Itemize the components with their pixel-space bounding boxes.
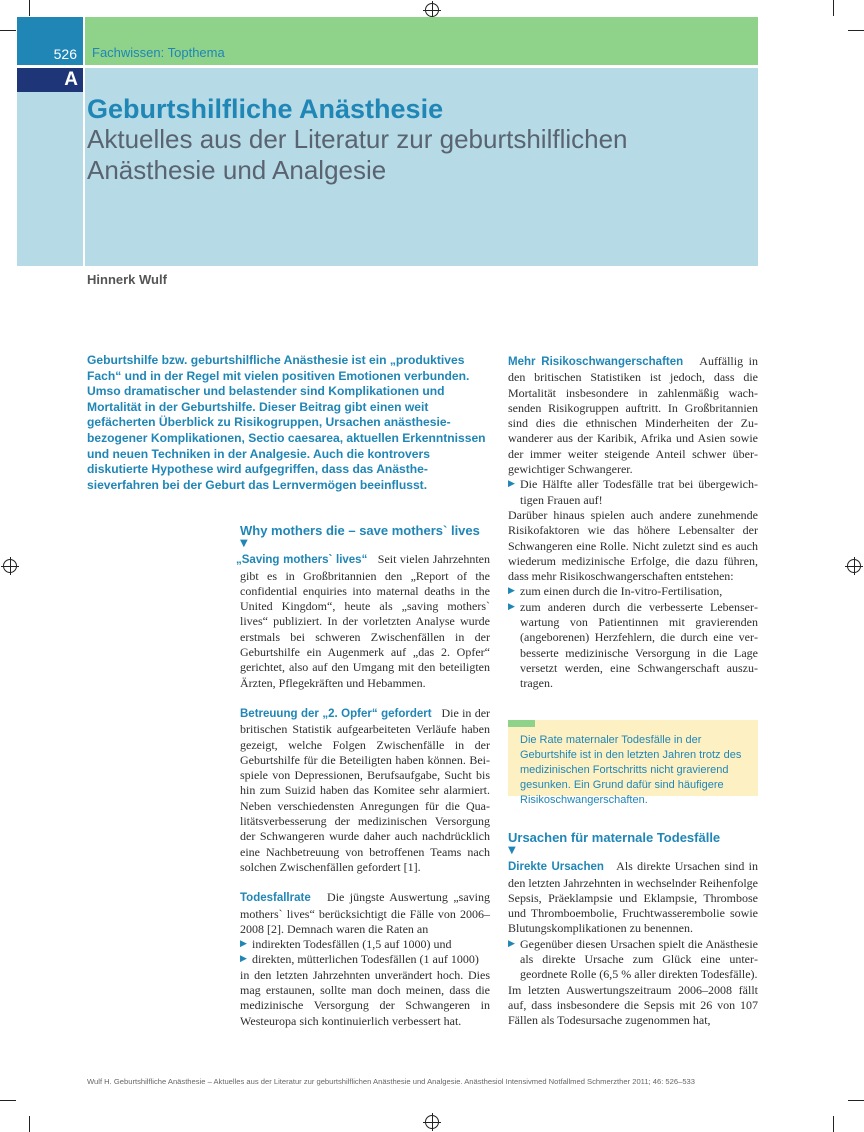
crop-mark: [0, 1100, 16, 1101]
column-right-lower: [508, 830, 758, 1029]
paragraph: [240, 890, 490, 937]
crop-mark: [29, 1116, 30, 1132]
crop-mark: [833, 0, 834, 16]
author: Hinnerk Wulf: [87, 272, 167, 287]
bullet-arrow-icon: ▶: [240, 939, 247, 950]
paragraph-keyword: Direkte Ursachen: [508, 861, 604, 874]
bullet-item: [240, 937, 490, 952]
bullet-arrow-icon: ▶: [240, 954, 247, 965]
registration-mark-icon: [847, 559, 861, 573]
paragraph-text: Seit vielen Jahrzehnten gibt es in Großbritannien den „Report of the confidential enquiries into maternal deaths in the United Kingdom“, heute als „saving mothers` lives“ publiziert. In der vorletzten Analyse wurde erstmals bei schweren Zwischenfällen in der Geburtshilfe ein Augenmerk auf „das 2. Opfer“ gerichtet, also auf den Umgang mit den beteiligten Ärzten, Pflegekräften und Hebammen.: [240, 552, 491, 690]
citation-footer: Wulf H. Geburtshilfliche Anästhesie – Aktuelles aus der Literatur zur geburtshilflichen Anästhesie und Analgesie. Anästhesiol Intensivmed Notfallmed Schmerzther 2011; 46: 526–533: [87, 1077, 695, 1086]
registration-mark-icon: [425, 1115, 439, 1129]
bullet-text: indirekten Todesfällen (1,5 auf 1000) und: [252, 937, 452, 952]
paragraph-text: Auffällig in den britischen Statistiken ist jedoch, dass die Mortalität insbesondere in zahlenmäßig wachsenden Risikogruppen auftritt. In Großbritannien sind dies die ethnischen Minderheiten der Zuwanderer aus der Karibik, Afrika und Asien sowie der immer weiter steigende Anteil schwer übergewichtiger Schwangerer.: [508, 354, 758, 477]
crop-mark: [0, 30, 16, 31]
bullet-item: [508, 584, 758, 599]
page-subtitle: Aktuelles aus der Literatur zur geburtshilflichen Anästhesie und Analgesie: [87, 124, 628, 185]
bullet-text: zum anderen durch die verbesserte Lebenserwartung von Patientinnen mit gravierenden (angeborenen) Herzfehlern, die durch eine verbesserte medizinische Versorgung in die Lage versetzt werden, eine Schwangerschaft auszutragen.: [520, 599, 758, 691]
bullet-arrow-icon: ▶: [508, 938, 515, 949]
paragraph-keyword: Mehr Risikoschwangerschaften: [508, 356, 684, 368]
triangle-down-icon: ▼: [240, 538, 248, 550]
paragraph-text: Die jüngste Auswertung „saving mothers` lives“ berücksichtigt die Fälle von 2006–2008 [2]. Demnach waren die Raten an: [240, 890, 490, 936]
bullet-text: direkten, mütterlichen Todesfällen (1 auf 1000): [252, 952, 479, 967]
note-box-tab: [508, 720, 535, 727]
paragraph: [236, 552, 491, 691]
note-text: Die Rate maternaler Todesfälle in der Geburtshife ist in den letzten Jahren trotz des medizinischen Fortschritts nicht gravierend gesunken. Ein Grund dafür sind häufigere Risikoschwangerschaften.: [520, 734, 742, 806]
bullet-text: zum einen durch die In-vitro-Fertilisation,: [520, 584, 723, 599]
crop-mark: [848, 1100, 864, 1101]
registration-mark-icon: [3, 559, 17, 573]
paragraph-text: Die in der britischen Statistik aufgearbeiteten Verläufe haben gezeigt, welche Folgen Zwischenfälle in der Geburtshilfe für die Beteiligten haben können. Beispiele von Depressionen, Berufsaufgabe, Sucht bis hin zum Suizid haben das Komitee sehr alarmiert. Neben verschiedensten Anregungen für die Qualitätsverbesserung der medizinischen Versorgung der Schwangeren wurde daher auch nachdrücklich eine Nachbetreuung von betroffenen Teams nach solchen Zwischenfällen gefordert [1].: [240, 705, 491, 874]
crop-mark: [29, 0, 30, 16]
triangle-down-icon: ▼: [508, 845, 516, 857]
page-number: 526: [17, 17, 83, 65]
paragraph: [508, 354, 758, 477]
registration-mark-icon: [425, 3, 439, 17]
title-band-left: [17, 92, 83, 266]
section-letter: A: [17, 68, 83, 92]
abstract: Geburtshilfe bzw. geburtshilfliche Anästhesie ist ein „produktives Fach“ und in der Regel mit vielen positiven Emotionen verbunden. Umso dramatischer und belastender sind Komplikationen und Mortalität in der Geburtshilfe. Dieser Beitrag gibt einen weit gefächerten Überblick zu Risikogruppen, Ursachen anästhesiebezogener Komplikationen, Sectio caesarea, aktuellen Erkenntnissen und neuen Techniken in der Analgesie. Auch die kontrovers diskutierte Hypothese wird aufgegriffen, dass das Anästhesieverfahren bei der Geburt das Lernvermögen beeinflusst.: [87, 353, 486, 492]
paragraph: Darüber hinaus spielen auch andere zunehmende Risikofaktoren wie das höhere Lebensalter der Schwangeren eine Rolle. Nicht zuletzt sind es auch wiederum medizinische Erfolge, die dazu führen, dass mehr Risikoschwangerschaften entstehen:: [508, 507, 758, 584]
paragraph-keyword: „Saving mothers` lives“: [236, 554, 368, 567]
paragraph: in den letzten Jahrzehnten unverändert hoch. Dies mag erstaunen, sollte man doch meinen, dass die medizinische Versorgung der Schwangeren in Westeuropa sich kontinuierlich verbessert hat.: [240, 967, 490, 1028]
bullet-item: [240, 952, 490, 967]
section-heading: Why mothers die – save mothers` lives: [240, 523, 480, 538]
bullet-arrow-icon: ▶: [508, 479, 515, 490]
bullet-arrow-icon: ▶: [508, 601, 515, 612]
bullet-item: [508, 600, 758, 692]
bullet-text: Die Hälfte aller Todesfälle trat bei übergewichtigen Frauen auf!: [520, 477, 758, 507]
paragraph-keyword: Betreuung der „2. Opfer“ gefordert: [240, 707, 432, 720]
bullet-item: [508, 937, 758, 983]
bullet-arrow-icon: ▶: [508, 586, 515, 597]
page-title: Geburtshilfliche Anästhesie: [87, 94, 444, 124]
topic-label: Fachwissen: Topthema: [92, 45, 225, 60]
paragraph-keyword: Todesfallrate: [240, 892, 311, 905]
column-left: [236, 523, 491, 1029]
section-heading: Ursachen für maternale Todesfälle: [508, 830, 721, 845]
bullet-text: Gegenüber diesen Ursachen spielt die Anästhesie als direkte Ursache zum Glück eine untergeordnete Rolle (6,5 % aller direkten Todesfälle).: [520, 936, 758, 982]
crop-mark: [848, 30, 864, 31]
paragraph: Im letzten Auswertungszeitraum 2006–2008 fällt auf, dass insbesondere die Sepsis mit 26 von 107 Fällen als Todesursache zugenommen hat,: [508, 982, 758, 1028]
paragraph: [508, 859, 758, 936]
paragraph-text: Als direkte Ursachen sind in den letzten Jahrzehnten in wechselnder Reihenfolge Sepsis, Präeklampsie und Eklampsie, Thrombose und Thromboembolie, Fruchtwasserembolie sowie Blutungskomplikationen zu benennen.: [508, 859, 758, 936]
paragraph: [240, 706, 490, 875]
crop-mark: [833, 1116, 834, 1132]
column-right: [508, 354, 758, 692]
bullet-item: [508, 477, 758, 508]
